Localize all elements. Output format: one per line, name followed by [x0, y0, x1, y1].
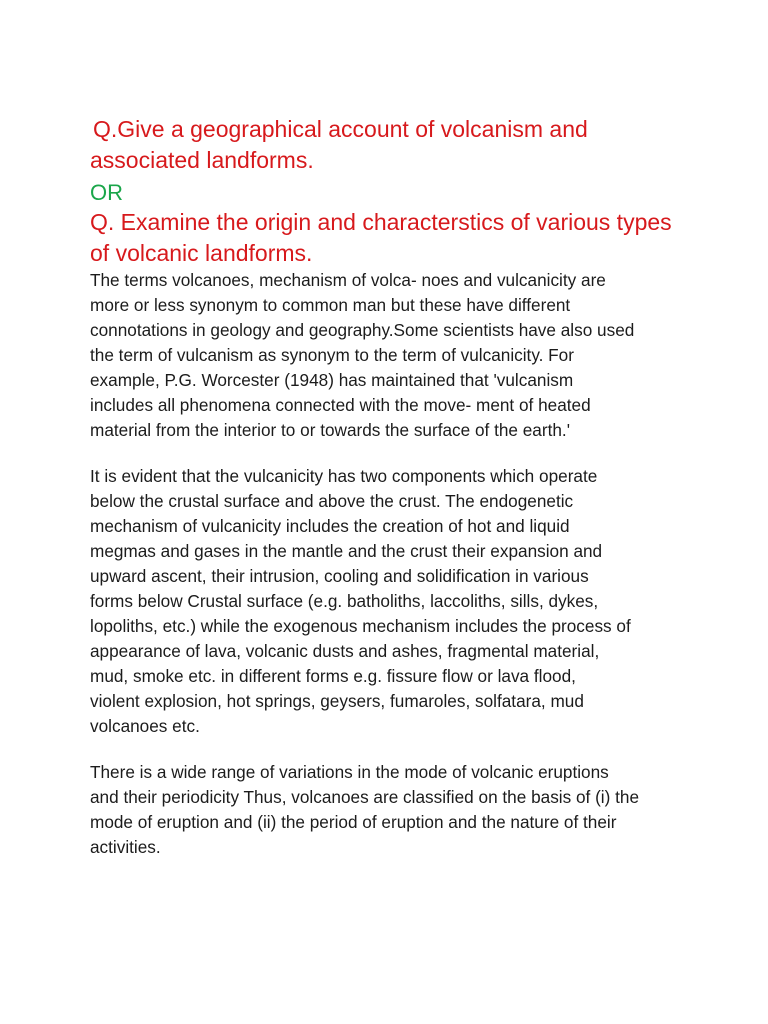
paragraph-line: megmas and gases in the mantle and the crust their expansion and [90, 541, 603, 561]
paragraph-line: volcanoes etc. [90, 716, 200, 736]
paragraph-line: lopoliths, etc.) while the exogenous mechanism includes the process of [90, 616, 631, 636]
paragraph-line: appearance of lava, volcanic dusts and ashes, fragmental material, [90, 641, 600, 661]
paragraph-line: below the crustal surface and above the crust. The endogenetic [90, 491, 574, 511]
question-two-line-1: Q. Examine the origin and characterstics of various types [90, 209, 672, 235]
paragraph-line: includes all phenomena connected with the move- ment of heated [90, 395, 591, 415]
paragraph-line: more or less synonym to common man but these have different [90, 295, 571, 315]
paragraph-line: There is a wide range of variations in the mode of volcanic eruptions [90, 762, 609, 782]
paragraph-line: mechanism of vulcanicity includes the creation of hot and liquid [90, 516, 570, 536]
paragraph-line: mud, smoke etc. in different forms e.g. fissure flow or lava flood, [90, 666, 576, 686]
or-separator: OR [90, 180, 123, 205]
question-one-line-2: associated landforms. [90, 147, 314, 173]
paragraph-vulcanicity-components [90, 464, 690, 739]
paragraph-line: mode of eruption and (ii) the period of eruption and the nature of their [90, 812, 617, 832]
paragraph-line: activities. [90, 837, 161, 857]
question-two-line-2: of volcanic landforms. [90, 240, 313, 266]
paragraph-eruption-classification [90, 760, 690, 860]
paragraph-line: example, P.G. Worcester (1948) has maintained that 'vulcanism [90, 370, 574, 390]
question-one-heading [90, 114, 730, 176]
paragraph-line: violent explosion, hot springs, geysers, fumaroles, solfatara, mud [90, 691, 584, 711]
paragraph-line: upward ascent, their intrusion, cooling and solidification in various [90, 566, 589, 586]
paragraph-line: material from the interior to or towards the surface of the earth.' [90, 420, 570, 440]
paragraph-line: forms below Crustal surface (e.g. batholiths, laccoliths, sills, dykes, [90, 591, 599, 611]
paragraph-line: The terms volcanoes, mechanism of volca- noes and vulcanicity are [90, 270, 606, 290]
paragraph-line: It is evident that the vulcanicity has two components which operate [90, 466, 598, 486]
question-two-heading [90, 207, 730, 269]
paragraph-line: and their periodicity Thus, volcanoes are classified on the basis of (i) the [90, 787, 640, 807]
paragraph-line: the term of vulcanism as synonym to the term of vulcanicity. For [90, 345, 574, 365]
question-one-line-1: Q.Give a geographical account of volcanism and [93, 116, 588, 142]
paragraph-volcanism-definition [90, 268, 690, 443]
paragraph-line: connotations in geology and geography.Some scientists have also used [90, 320, 635, 340]
